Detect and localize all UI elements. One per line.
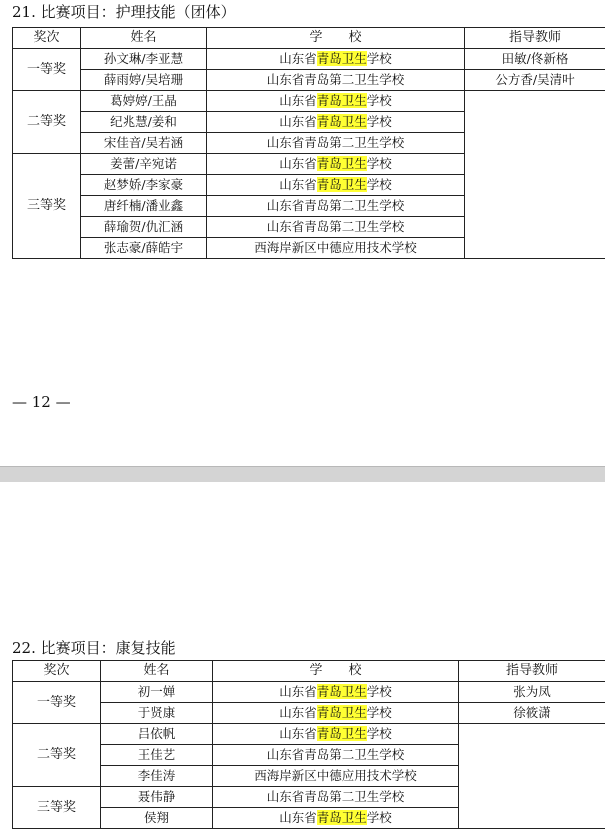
school-name-text: 学校 xyxy=(366,93,392,108)
school-cell xyxy=(213,745,459,766)
names-cell: 李佳涛 xyxy=(101,766,213,787)
highlighted-school-name: 青岛卫生 xyxy=(316,177,367,192)
school-name-text: 学校 xyxy=(366,51,392,66)
school-cell xyxy=(207,154,465,175)
header-row xyxy=(13,28,605,49)
teacher-cell: 公方香/吴清叶 xyxy=(465,70,605,91)
school-name-text: 山东省青岛第二卫生学校 xyxy=(266,789,405,804)
school-name-text: 学校 xyxy=(366,177,392,192)
school-cell xyxy=(207,91,465,112)
school-name-text: 山东省 xyxy=(279,705,317,720)
school-name-text: 学校 xyxy=(366,726,392,741)
page-number: — 12 — xyxy=(12,393,71,411)
table-row xyxy=(13,703,605,724)
school-cell xyxy=(207,112,465,133)
header-school: 学 校 xyxy=(213,661,459,682)
award-cell: 一等奖 xyxy=(13,49,81,91)
names-cell: 纪兆慧/姜和 xyxy=(81,112,207,133)
school-name-text: 学校 xyxy=(366,684,392,699)
school-name-text: 山东省 xyxy=(279,51,317,66)
table-row xyxy=(13,682,605,703)
header-names: 姓名 xyxy=(81,28,207,49)
header-teacher: 指导教师 xyxy=(459,661,605,682)
teacher-cell-empty xyxy=(465,91,605,259)
award-cell: 三等奖 xyxy=(13,787,101,829)
teacher-cell: 田敏/佟新格 xyxy=(465,49,605,70)
teacher-cell: 徐筱潇 xyxy=(459,703,605,724)
header-award: 奖次 xyxy=(13,28,81,49)
highlighted-school-name: 青岛卫生 xyxy=(316,51,367,66)
highlighted-school-name: 青岛卫生 xyxy=(316,705,367,720)
highlighted-school-name: 青岛卫生 xyxy=(316,114,367,129)
page-gap-edge xyxy=(0,466,605,467)
school-cell xyxy=(207,133,465,154)
names-cell: 聂伟静 xyxy=(101,787,213,808)
school-cell xyxy=(213,682,459,703)
award-cell: 一等奖 xyxy=(13,682,101,724)
school-cell xyxy=(207,49,465,70)
table-row xyxy=(13,70,605,91)
names-cell: 薛雨婷/吴培珊 xyxy=(81,70,207,91)
school-cell xyxy=(213,724,459,745)
award-cell: 二等奖 xyxy=(13,91,81,154)
table-row xyxy=(13,724,605,745)
names-cell: 唐纤楠/潘业鑫 xyxy=(81,196,207,217)
school-cell xyxy=(213,808,459,829)
school-name-text: 西海岸新区中德应用技术学校 xyxy=(254,240,417,255)
names-cell: 葛婷婷/王晶 xyxy=(81,91,207,112)
header-school: 学 校 xyxy=(207,28,465,49)
teacher-cell: 张为凤 xyxy=(459,682,605,703)
highlighted-school-name: 青岛卫生 xyxy=(316,726,367,741)
school-name-text: 山东省青岛第二卫生学校 xyxy=(266,198,405,213)
school-cell xyxy=(213,766,459,787)
highlighted-school-name: 青岛卫生 xyxy=(316,93,367,108)
header-names: 姓名 xyxy=(101,661,213,682)
header-row xyxy=(13,661,605,682)
school-cell xyxy=(207,238,465,259)
names-cell: 吕依帆 xyxy=(101,724,213,745)
school-name-text: 山东省 xyxy=(279,810,317,825)
school-name-text: 山东省 xyxy=(279,177,317,192)
school-name-text: 山东省 xyxy=(279,684,317,699)
names-cell: 薛瑜贺/仇汇涵 xyxy=(81,217,207,238)
page-gap xyxy=(0,466,605,482)
school-cell xyxy=(207,70,465,91)
highlighted-school-name: 青岛卫生 xyxy=(316,810,367,825)
school-name-text: 山东省 xyxy=(279,726,317,741)
school-cell xyxy=(213,787,459,808)
school-cell xyxy=(207,175,465,196)
school-name-text: 山东省青岛第二卫生学校 xyxy=(266,747,405,762)
school-name-text: 学校 xyxy=(366,810,392,825)
school-name-text: 学校 xyxy=(366,114,392,129)
highlighted-school-name: 青岛卫生 xyxy=(316,684,367,699)
table-row xyxy=(13,91,605,112)
school-cell xyxy=(207,217,465,238)
school-name-text: 山东省 xyxy=(279,114,317,129)
school-name-text: 山东省 xyxy=(279,156,317,171)
names-cell: 孙文琳/李亚慧 xyxy=(81,49,207,70)
school-name-text: 山东省青岛第二卫生学校 xyxy=(266,72,405,87)
school-name-text: 西海岸新区中德应用技术学校 xyxy=(254,768,417,783)
names-cell: 姜蕾/辛宛诺 xyxy=(81,154,207,175)
school-cell xyxy=(207,196,465,217)
document-page-13 xyxy=(0,482,605,835)
results-table-nursing xyxy=(12,27,605,259)
names-cell: 侯翔 xyxy=(101,808,213,829)
teacher-cell-empty xyxy=(459,724,605,829)
school-name-text: 学校 xyxy=(366,705,392,720)
names-cell: 张志豪/薛皓宇 xyxy=(81,238,207,259)
section-title-rehab: 22. 比赛项目：康复技能 xyxy=(12,639,176,657)
names-cell: 初一婵 xyxy=(101,682,213,703)
highlighted-school-name: 青岛卫生 xyxy=(316,156,367,171)
table-row xyxy=(13,49,605,70)
header-teacher: 指导教师 xyxy=(465,28,605,49)
names-cell: 宋佳音/吴若涵 xyxy=(81,133,207,154)
award-cell: 二等奖 xyxy=(13,724,101,787)
school-name-text: 山东省青岛第二卫生学校 xyxy=(266,219,405,234)
names-cell: 于贤康 xyxy=(101,703,213,724)
results-table-rehab xyxy=(12,660,605,829)
header-award: 奖次 xyxy=(13,661,101,682)
school-cell xyxy=(213,703,459,724)
names-cell: 王佳艺 xyxy=(101,745,213,766)
names-cell: 赵梦娇/李家豪 xyxy=(81,175,207,196)
school-name-text: 学校 xyxy=(366,156,392,171)
section-title-nursing: 21. 比赛项目：护理技能（团体） xyxy=(12,3,236,21)
award-cell: 三等奖 xyxy=(13,154,81,259)
school-name-text: 山东省 xyxy=(279,93,317,108)
school-name-text: 山东省青岛第二卫生学校 xyxy=(266,135,405,150)
